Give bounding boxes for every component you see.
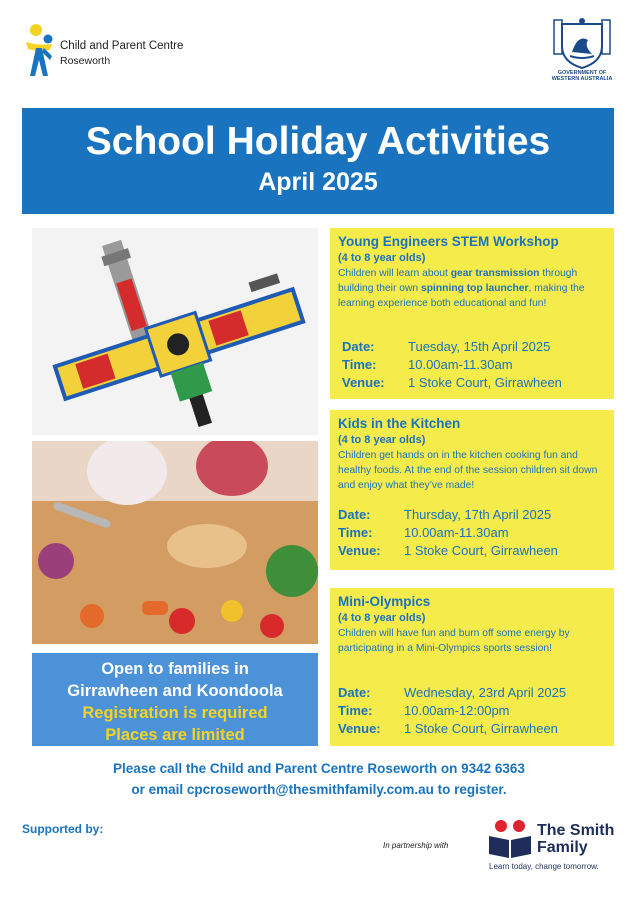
date-value: Thursday, 17th April 2025 [404, 507, 552, 522]
time-value: 10.00am-11.30am [404, 525, 509, 540]
smith-line-2: Family [537, 839, 588, 856]
time-row [342, 356, 562, 374]
activity-age: (4 to 8 year olds) [338, 612, 426, 624]
venue-row [342, 374, 562, 392]
venue-label: Venue: [338, 543, 381, 558]
kitchen-photo [32, 441, 318, 644]
venue-row [338, 542, 558, 560]
desc-bold: gear transmission [450, 268, 540, 279]
government-wa-logo [548, 16, 616, 86]
desc-text: through building their own [338, 268, 578, 294]
venue-value: 1 Stoke Court, Girrawheen [408, 375, 562, 390]
wa-crest-icon [548, 16, 616, 70]
activity-details [342, 338, 562, 392]
contact-phone-line: Please call the Child and Parent Centre Roseworth on 9342 6363 [113, 761, 525, 776]
centre-location: Roseworth [60, 55, 111, 67]
time-label: Time: [338, 525, 373, 540]
partnership-label: In partnership with [383, 841, 449, 850]
child-parent-centre-logo [24, 22, 244, 78]
activity-card-stem [330, 228, 614, 399]
activity-age: (4 to 8 year olds) [338, 434, 426, 446]
desc-text: , making the learning experience both educational and fun! [338, 283, 585, 309]
activity-description: Children will have fun and burn off some energy by participating in a Mini-Olympics sports session! [338, 628, 570, 654]
book-readers-icon [487, 818, 535, 860]
date-label: Date: [338, 507, 371, 522]
time-label: Time: [342, 357, 377, 372]
time-value: 10.00am-11.30am [408, 357, 513, 372]
title-banner [22, 108, 614, 214]
page-subtitle: April 2025 [258, 168, 378, 196]
time-value: 10.00am-12:00pm [404, 703, 510, 718]
places-notice: Places are limited [105, 726, 245, 744]
centre-figure-icon [24, 22, 58, 78]
activity-details [338, 506, 558, 560]
supported-by-label: Supported by: [22, 822, 104, 836]
eligibility-box [32, 653, 318, 746]
eligibility-line-1: Open to families in [101, 660, 249, 678]
gov-line-2: WESTERN AUSTRALIA [551, 76, 613, 82]
smith-family-logo [487, 818, 622, 878]
date-value: Tuesday, 15th April 2025 [408, 339, 551, 354]
smith-family-name [537, 822, 614, 856]
desc-bold: spinning top launcher [421, 283, 529, 294]
smith-tagline: Learn today, change tomorrow. [489, 862, 599, 871]
lego-spinner-icon [32, 228, 318, 435]
registration-notice: Registration is required [82, 704, 268, 722]
venue-label: Venue: [338, 721, 381, 736]
venue-value: 1 Stoke Court, Girrawheen [404, 721, 558, 736]
desc-text: Children will learn about [338, 268, 451, 279]
activity-description [338, 266, 606, 311]
activity-card-olympics [330, 588, 614, 746]
venue-label: Venue: [342, 375, 385, 390]
contact-email-line: or email cpcroseworth@thesmithfamily.com.au to register. [131, 782, 507, 797]
date-value: Wednesday, 23rd April 2025 [404, 685, 567, 700]
activity-title: Mini-Olympics [338, 594, 431, 609]
gov-line-1: GOVERNMENT OF [557, 70, 607, 76]
date-row [338, 506, 558, 524]
date-row [342, 338, 562, 356]
date-row [338, 684, 566, 702]
activity-title: Kids in the Kitchen [338, 416, 461, 431]
time-row [338, 524, 558, 542]
time-label: Time: [338, 703, 373, 718]
venue-value: 1 Stoke Court, Girrawheen [404, 543, 558, 558]
eligibility-line-2: Girrawheen and Koondoola [67, 682, 283, 700]
activity-description: Children get hands on in the kitchen cooking fun and healthy foods. At the end of the session children sit down and enjoy what they’ve made! [338, 450, 598, 491]
activity-card-kitchen [330, 410, 614, 570]
date-label: Date: [342, 339, 375, 354]
date-label: Date: [338, 685, 371, 700]
lego-spinner-photo [32, 228, 318, 435]
time-row [338, 702, 566, 720]
smith-line-1: The Smith [537, 822, 615, 839]
centre-name: Child and Parent Centre [60, 40, 184, 52]
venue-row [338, 720, 566, 738]
activity-age: (4 to 8 year olds) [338, 252, 426, 264]
activity-details [338, 684, 566, 738]
page-title: School Holiday Activities [85, 120, 551, 163]
activity-title: Young Engineers STEM Workshop [338, 234, 559, 249]
kitchen-scene-icon [32, 441, 318, 644]
